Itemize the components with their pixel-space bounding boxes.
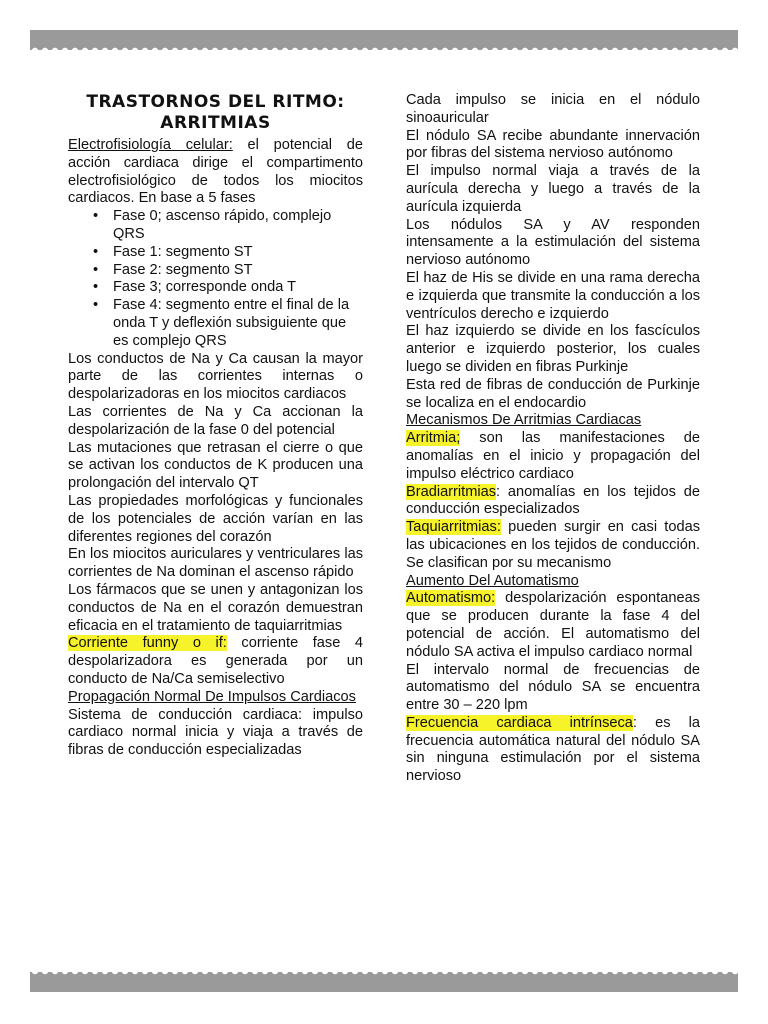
frecuencia-term: Frecuencia cardiaca intrínseca <box>406 714 633 731</box>
paragraph: El impulso normal viaja a través de la aurícula derecha y luego a través de la aurícula izquierda <box>406 163 700 215</box>
title-line-2: ARRITMIAS <box>160 113 271 133</box>
automatismo-term: Automatismo: <box>406 590 496 607</box>
paragraph: El nódulo SA recibe abundante innervación por fibras del sistema nervioso autónomo <box>406 127 700 162</box>
paragraph: El intervalo normal de frecuencias de automatismo del nódulo SA se encuentra entre 30 – 220 lpm <box>406 661 700 714</box>
arritmia-term: Arritmia; <box>406 430 461 447</box>
section-heading: Propagación Normal De Impulsos Cardiacos <box>68 688 356 705</box>
paragraph: Esta red de fibras de conducción de Purkinje se localiza en el endocardio <box>406 376 700 411</box>
paragraph: Las corrientes de Na y Ca accionan la despolarización de la fase 0 del potencial <box>68 403 363 438</box>
taqui-term: Taquiarritmias: <box>406 519 501 536</box>
funny-paragraph <box>68 635 363 688</box>
paragraph: Las mutaciones que retrasan el cierre o que se activan los conductos de K producen una prolongación del intervalo QT <box>68 439 363 492</box>
paragraph: En los miocitos auriculares y ventriculares las corrientes de Na dominan el ascenso rápido <box>68 546 363 581</box>
paragraph: El haz de His se divide en una rama derecha e izquierda que transmite la conducción a los ventrículos derecho e izquierdo <box>406 269 700 322</box>
list-item: • Fase 1: segmento ST <box>113 244 363 262</box>
section-heading: Aumento Del Automatismo <box>406 572 579 589</box>
taqui-text: pueden surgir en casi todas las ubicaciones en los tejidos de conducción. Se clasifican por su mecanismo <box>406 519 700 571</box>
funny-text: corriente fase 4 despolarizadora es generada por un conducto de Na/Ca semiselectivo <box>68 635 363 687</box>
automatismo-paragraph <box>406 590 700 661</box>
list-item: • Fase 3; corresponde onda T <box>113 279 363 297</box>
funny-term: Corriente funny o if: <box>68 635 227 652</box>
intro-text: el potencial de acción cardiaca dirige el compartimento electrofisiológico de todos los miocitos cardiacos. En base a 5 fases <box>68 137 363 207</box>
top-border-band <box>30 30 738 50</box>
paragraph: Los fármacos que se unen y antagonizan los conductos de Na en el corazón demuestran eficacia en el tratamiento de taquiarritmias <box>68 581 363 634</box>
bradi-paragraph <box>406 484 700 520</box>
paragraph: Los conductos de Na y Ca causan la mayor parte de las corrientes internas o despolarizadoras en los miocitos cardiacos <box>68 350 363 403</box>
paragraph: Las propiedades morfológicas y funcionales de los potenciales de acción varían en las diferentes regiones del corazón <box>68 492 363 545</box>
arritmia-text: son las manifestaciones de anomalías en el inicio y propagación del impulso eléctrico cardiaco <box>406 430 700 482</box>
document-title <box>68 92 363 134</box>
right-column <box>406 92 700 786</box>
frecuencia-paragraph <box>406 715 700 786</box>
section-heading: Mecanismos De Arritmias Cardiacas <box>406 412 642 429</box>
intro-paragraph <box>68 137 363 208</box>
arritmia-paragraph <box>406 430 700 483</box>
left-column <box>68 92 363 760</box>
bradi-text: : anomalías en los tejidos de conducción especializados <box>406 483 700 518</box>
paragraph: Sistema de conducción cardiaca: impulso cardiaco normal inicia y viaja a través de fibras de conducción especializadas <box>68 706 363 759</box>
torn-edge <box>30 971 738 976</box>
list-item: • Fase 2: segmento ST <box>113 262 363 280</box>
phase-list <box>68 208 363 350</box>
bottom-border-band <box>30 972 738 992</box>
torn-edge <box>30 46 738 51</box>
automatismo-text: despolarización espontaneas que se producen durante la fase 4 del potencial de acción. El automatismo del nódulo SA activa el impulso cardiaco normal <box>406 590 700 660</box>
paragraph: Los nódulos SA y AV responden intensamente a la estimulación del sistema nervioso autónomo <box>406 216 700 269</box>
title-line-1: TRASTORNOS DEL RITMO: <box>86 92 345 112</box>
list-item: • Fase 4: segmento entre el final de la onda T y deflexión subsiguiente que es complejo QRS <box>113 297 363 350</box>
list-item: • Fase 0; ascenso rápido, complejo QRS <box>113 208 363 244</box>
paragraph: Cada impulso se inicia en el nódulo sinoauricular <box>406 92 700 126</box>
bradi-term: Bradiarritmias <box>406 483 497 500</box>
intro-term: Electrofisiología celular: <box>68 137 233 153</box>
paragraph: El haz izquierdo se divide en los fascículos anterior e izquierdo posterior, los cuales luego se dividen en fibras Purkinje <box>406 323 700 375</box>
frecuencia-text: : es la frecuencia automática natural del nódulo SA sin ninguna estimulación por el sistema nervioso <box>406 714 701 785</box>
taqui-paragraph <box>406 519 700 572</box>
